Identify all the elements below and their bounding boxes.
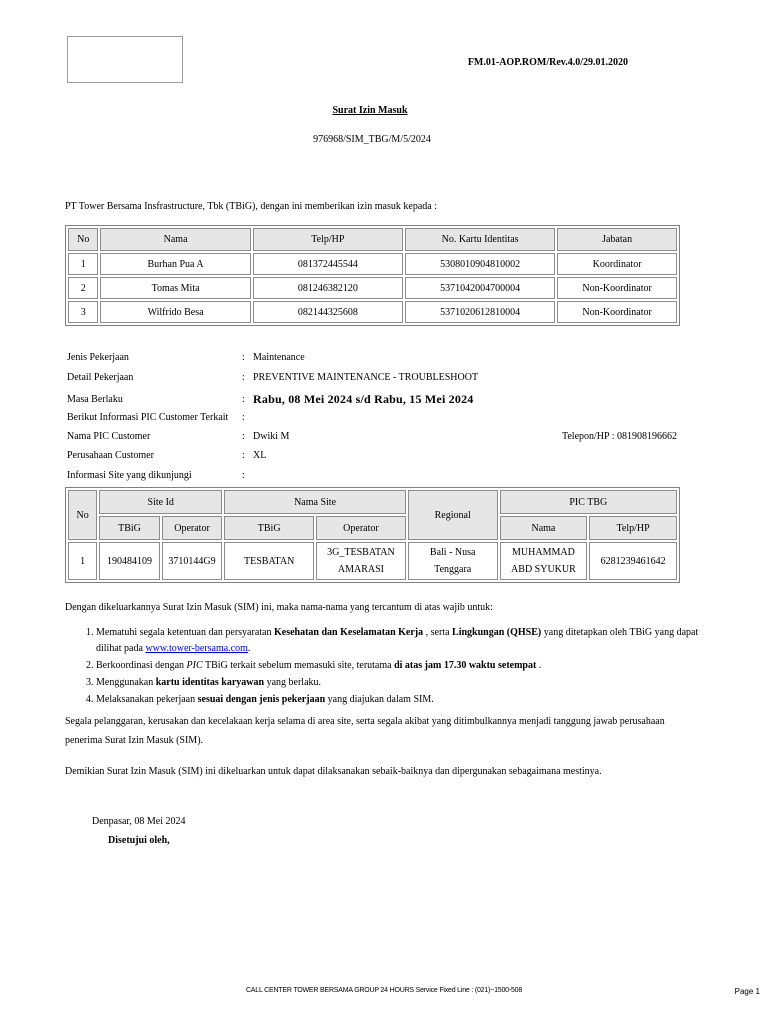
info-colon: :	[242, 431, 245, 442]
place-date: Denpasar, 08 Mei 2024	[92, 816, 186, 827]
tower-bersama-link[interactable]: www.tower-bersama.com	[145, 643, 248, 654]
table-subheader-row	[68, 516, 677, 540]
list-item: 1. Mematuhi segala ketentuan dan persyaratan Kesehatan dan Keselamatan Kerja , serta Lingkungan (QHSE) yang ditetapkan oleh TBiG yang dapat dilihat pada www.tower-bersama.com.	[96, 625, 716, 657]
info-value: Dwiki M	[253, 431, 290, 442]
table-row	[68, 301, 677, 323]
info-colon: :	[242, 450, 245, 461]
site-table	[65, 487, 680, 583]
column-header-telp: Telp/HP	[253, 228, 403, 251]
cell-name-operator: 3G_TESBATAN AMARASI	[316, 542, 406, 580]
cell-pic-phone: 6281239461642	[589, 542, 677, 580]
table-row	[68, 542, 677, 580]
column-header-pic-telp: Telp/HP	[589, 516, 677, 540]
cell-site-operator: 3710144G9	[162, 542, 223, 580]
column-header-pic-tbg: PIC TBG	[500, 490, 677, 514]
table-row	[68, 253, 677, 275]
cell-id-card: 5308010904810002	[405, 253, 555, 275]
column-header-site-operator: Operator	[162, 516, 223, 540]
info-value: PREVENTIVE MAINTENANCE - TROUBLESHOOT	[253, 372, 479, 383]
cell-id-card: 5371042004700004	[405, 277, 555, 299]
column-header-no: No	[68, 228, 98, 251]
list-item: 4. Melaksanakan pekerjaan sesuai dengan jenis pekerjaan yang diajukan dalam SIM.	[96, 692, 716, 708]
list-item: 3. Menggunakan kartu identitas karyawan yang berlaku.	[96, 675, 716, 691]
info-label: Nama PIC Customer	[67, 431, 151, 442]
table-row	[68, 277, 677, 299]
cell-nama: Wilfrido Besa	[100, 301, 250, 323]
column-header-jabatan: Jabatan	[557, 228, 677, 251]
info-label: Informasi Site yang dikunjungi	[67, 470, 192, 481]
form-code: FM.01-AOP.ROM/Rev.4.0/29.01.2020	[467, 57, 628, 68]
cell-nama: Burhan Pua A	[100, 253, 250, 275]
info-colon: :	[242, 372, 245, 383]
column-header-nama: Nama	[100, 228, 250, 251]
column-header-pic-nama: Nama	[500, 516, 588, 540]
cell-telp: 081246382120	[253, 277, 403, 299]
table-header-row	[68, 228, 677, 251]
document-title: Surat Izin Masuk	[332, 105, 408, 116]
cell-telp: 081372445544	[253, 253, 403, 275]
cell-no: 3	[68, 301, 98, 323]
cell-telp: 082144325608	[253, 301, 403, 323]
document-number: 976968/SIM_TBG/M/5/2024	[313, 134, 431, 145]
pic-customer-phone: Telepon/HP : 081908196662	[561, 431, 677, 442]
info-label: Jenis Pekerjaan	[67, 352, 129, 363]
column-header-nama-site: Nama Site	[224, 490, 406, 514]
cell-id-card: 5371020612810004	[405, 301, 555, 323]
column-header-name-operator: Operator	[316, 516, 406, 540]
table-header-row	[68, 490, 677, 514]
cell-nama: Tomas Mita	[100, 277, 250, 299]
column-header-no: No	[68, 490, 97, 540]
cell-jabatan: Non-Koordinator	[557, 277, 677, 299]
info-label: Perusahaan Customer	[67, 450, 154, 461]
info-colon: :	[242, 412, 245, 423]
cell-jabatan: Non-Koordinator	[557, 301, 677, 323]
info-value: Maintenance	[253, 352, 305, 363]
cell-no: 2	[68, 277, 98, 299]
cell-jabatan: Koordinator	[557, 253, 677, 275]
footer-call-center: CALL CENTER TOWER BERSAMA GROUP 24 HOURS Service Fixed Line : (021)~1500-508	[245, 987, 523, 994]
violation-text: Segala pelanggaran, kerusakan dan kecelakaan kerja selama di area site, serta segala akibat yang ditimbulkannya menjadi tanggung jawab perusahaan penerima Surat Izin Masuk (SIM).	[65, 716, 665, 746]
info-colon: :	[242, 394, 245, 405]
info-colon: :	[242, 352, 245, 363]
approved-by: Disetujui oleh,	[108, 835, 170, 846]
closing-text: Demikian Surat Izin Masuk (SIM) ini dikeluarkan untuk dapat dilaksanakan sebaik-baiknya dan dipergunakan sebagaimana mestinya.	[65, 766, 602, 777]
info-label: Detail Pekerjaan	[67, 372, 134, 383]
info-value: XL	[253, 450, 267, 461]
cell-name-tbig: TESBATAN	[224, 542, 314, 580]
info-colon: :	[242, 470, 245, 481]
cell-no: 1	[68, 542, 97, 580]
info-label: Masa Berlaku	[67, 394, 123, 405]
list-item: 2. Berkoordinasi dengan PIC TBiG terkait sebelum memasuki site, terutama di atas jam 17.30 waktu setempat .	[96, 658, 716, 674]
column-header-site-tbig: TBiG	[99, 516, 160, 540]
cell-site-tbig: 190484109	[99, 542, 160, 580]
obligations-intro: Dengan dikeluarkannya Surat Izin Masuk (SIM) ini, maka nama-nama yang tercantum di atas wajib untuk:	[65, 602, 493, 613]
column-header-name-tbig: TBiG	[224, 516, 314, 540]
cell-pic-name: MUHAMMAD ABD SYUKUR	[500, 542, 588, 580]
column-header-regional: Regional	[408, 490, 498, 540]
company-logo-placeholder	[67, 36, 183, 83]
column-header-id-card: No. Kartu Identitas	[405, 228, 555, 251]
page-number: Page 1	[734, 987, 760, 996]
info-label: Berikut Informasi PIC Customer Terkait	[67, 412, 229, 423]
intro-text: PT Tower Bersama Insfrastructure, Tbk (TBiG), dengan ini memberikan izin masuk kepada :	[65, 201, 437, 212]
info-value: Rabu, 08 Mei 2024 s/d Rabu, 15 Mei 2024	[253, 392, 474, 406]
obligations-list	[65, 625, 716, 709]
column-header-site-id: Site Id	[99, 490, 222, 514]
personnel-table	[65, 225, 680, 326]
cell-regional: Bali - Nusa Tenggara	[408, 542, 498, 580]
cell-no: 1	[68, 253, 98, 275]
